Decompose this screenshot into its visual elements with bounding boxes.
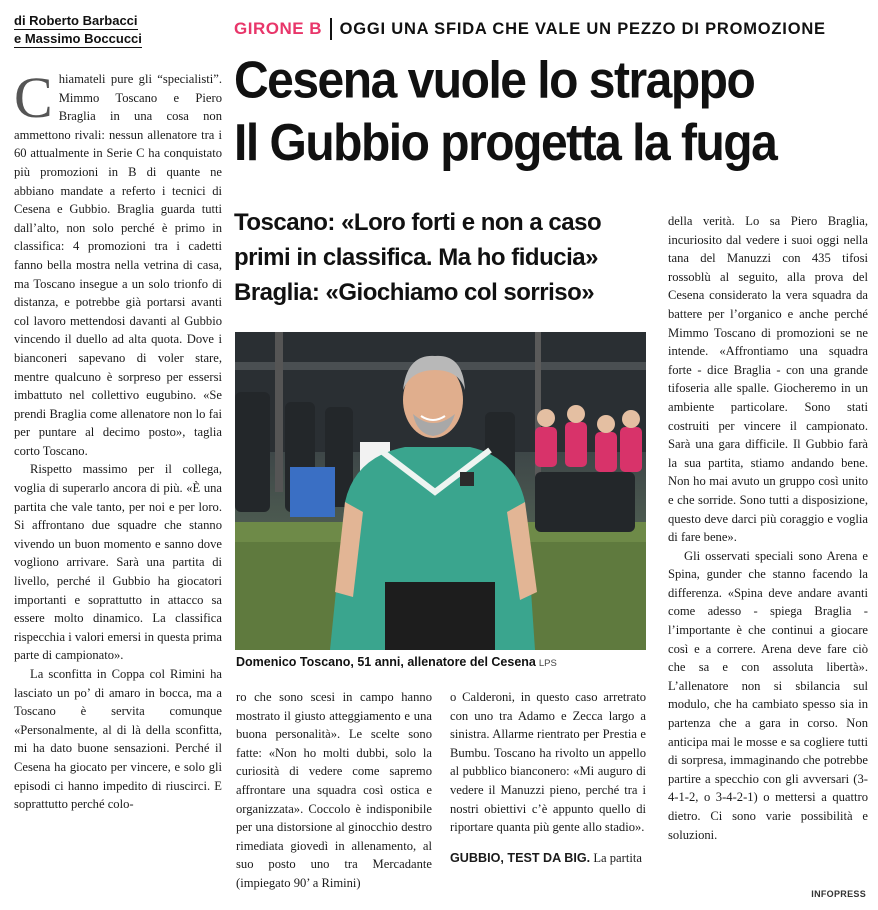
article-column-4 — [450, 688, 646, 867]
byline — [14, 12, 214, 48]
byline-author-1: di Roberto Barbacci — [14, 13, 138, 28]
photo-credit: LPS — [538, 658, 557, 669]
photo-caption — [236, 655, 646, 669]
headline — [234, 50, 874, 175]
drop-cap: C — [14, 65, 53, 130]
paragraph-text: La partita — [590, 850, 642, 865]
article-paragraph: ro che sono scesi in campo hanno mostrato il giusto atteggiamento e una buona personalità». Le scelte sono fatte: «Non ho molti dubbi, solo la curiosità di vedere come sapremo affrontare una squadra così ostica e organizzata». Coccolo è indisponibile per una distorsione al ginocchio destro rimediata giovedì in allenamento, al suo posto uno tra Mercadante (impiegato 90’ a Rimini) — [236, 690, 432, 890]
headline-line-1: Cesena vuole lo strappo — [234, 52, 755, 110]
paragraph-text: hiamateli pure gli “specialisti”. Mimmo Toscano e Piero Braglia in una cosa non ammettono rivali: nessun allenatore tra i 60 attualmente in Serie C ha conquistato più promozioni in B di quante ne abbiano mandate a referto i tecnici di Cesena e Gubbio. Braglia guarda tutti dall’alto, non solo perché è primo in classifica: 4 promozioni tra i cadetti fanno bella mostra nella vetrina di casa, ma Toscano insegue a un solo trionfo di distanza, e potrebbe già portarsi avanti col lavoro mettendosi davanti al Gubbio vincendo il duello ad alta quota. Dove i bianconeri sapevano di voler stare, mentre qualcuno è sorpreso per essersi imbattuto nel collettivo eugubino. «Se prendi Braglia come allenatore non lo fai per puntare al decimo posto», taglia corto Toscano. — [14, 72, 222, 458]
article-paragraph — [14, 65, 222, 460]
kicker — [234, 17, 826, 41]
article-paragraph: Gli osservati speciali sono Arena e Spina, gunder che stanno facendo la differenza. «Spina deve andare avanti come adesso - spiega Braglia - l’importante è che continui a giocare così e a correre. Arena deve fare ciò che sa e con assoluta libertà». L’allenatore non si sbilancia sul modulo, che ha cambiato spesso sia in partenza che a gara in corso. Non anticipa mai le mosse e sa cogliere tutti di sorpresa, immaginando che potrebbe partire a specchio con gli avversari (3-4-1-2, o 3-4-2-1) o mettersi a quattro dietro. Ci sono varie possibilità e soluzioni. — [668, 548, 868, 842]
photo-caption-text: Domenico Toscano, 51 anni, allenatore del Cesena — [236, 655, 536, 669]
article-column-3 — [236, 688, 432, 893]
article-paragraph: o Calderoni, in questo caso arretrato con uno tra Adamo e Zecca largo a sinistra. Allarme rientrato per Prestia e Bumbu. Toscano ha rivolto un appello al pubblico bianconero: «Mi auguro di vedere il Manuzzi pieno, perché tra i nostri obiettivi c’è appunto quello di riportare quanta più gente allo stadio». — [450, 690, 646, 835]
coach-photo-illustration — [235, 332, 646, 650]
section-subtitle: GUBBIO, TEST DA BIG. — [450, 850, 591, 865]
agency-credit: INFOPRESS — [811, 889, 866, 899]
subheadline-line-3: Braglia: «Giochiamo col sorriso» — [234, 279, 595, 306]
subheadline — [234, 205, 654, 310]
byline-author-2: e Massimo Boccucci — [14, 31, 142, 46]
kicker-divider — [330, 18, 332, 40]
article-paragraph — [450, 849, 646, 868]
article-paragraph: La sconfitta in Coppa col Rimini ha lasciato un po’ di amaro in bocca, ma a Toscano è servita comunque «Personalmente, al di là della sconfitta, mi ha dato buone sensazioni. Perché il Cesena ha giocato per vincere, e solo gli episodi ci hanno impedito di riuscirci. E soprattutto perché colo- — [14, 667, 222, 812]
article-column-5 — [668, 212, 868, 844]
headline-line-2: Il Gubbio progetta la fuga — [234, 114, 777, 173]
article-paragraph: della verità. Lo sa Piero Braglia, incuriosito dal vedere i suoi oggi nella tana del Manuzzi con 435 tifosi rossoblù al seguito, alla prova del Cesena considerato la vera squadra da battere per l’organico e anche perché Mimmo Toscano di promozioni se ne intende. «Affrontiamo una squadra forte - dice Braglia - con una grande tifoseria alle spalle. Giocheremo in un ambiente particolare. Sono stati costruiti per vincere il campionato. Sarà una gara difficile. Il Gubbio farà la sua partita, stiamo andando bene. Non ho mai avuto un gruppo così unito e che sorride. Sono tutti a disposizione, questo deve darci più coraggio e voglia di fare bene». — [668, 214, 868, 545]
coach-photo — [235, 332, 646, 650]
article-column-1 — [14, 65, 222, 814]
subheadline-line-2: primi in classifica. Ma ho fiducia» — [234, 244, 598, 271]
article-paragraph: Rispetto massimo per il collega, voglia di superarlo ancora di più. «È una partita che vale tanto, per noi e per loro. Si affrontano due squadre che stanno vivendo un buon momento e sanno dove vogliono arrivare. Sarà una partita di livello, perché il Gubbio ha giocatori importanti e soprattutto in attacco sa essere molto dinamico. La classifica rispecchia i valori emersi in questa prima parte di campionato». — [14, 462, 222, 663]
kicker-section: GIRONE B — [234, 19, 323, 38]
subheadline-line-1: Toscano: «Loro forti e non a caso — [234, 209, 602, 236]
kicker-tag: OGGI UNA SFIDA CHE VALE UN PEZZO DI PROMOZIONE — [339, 19, 826, 38]
